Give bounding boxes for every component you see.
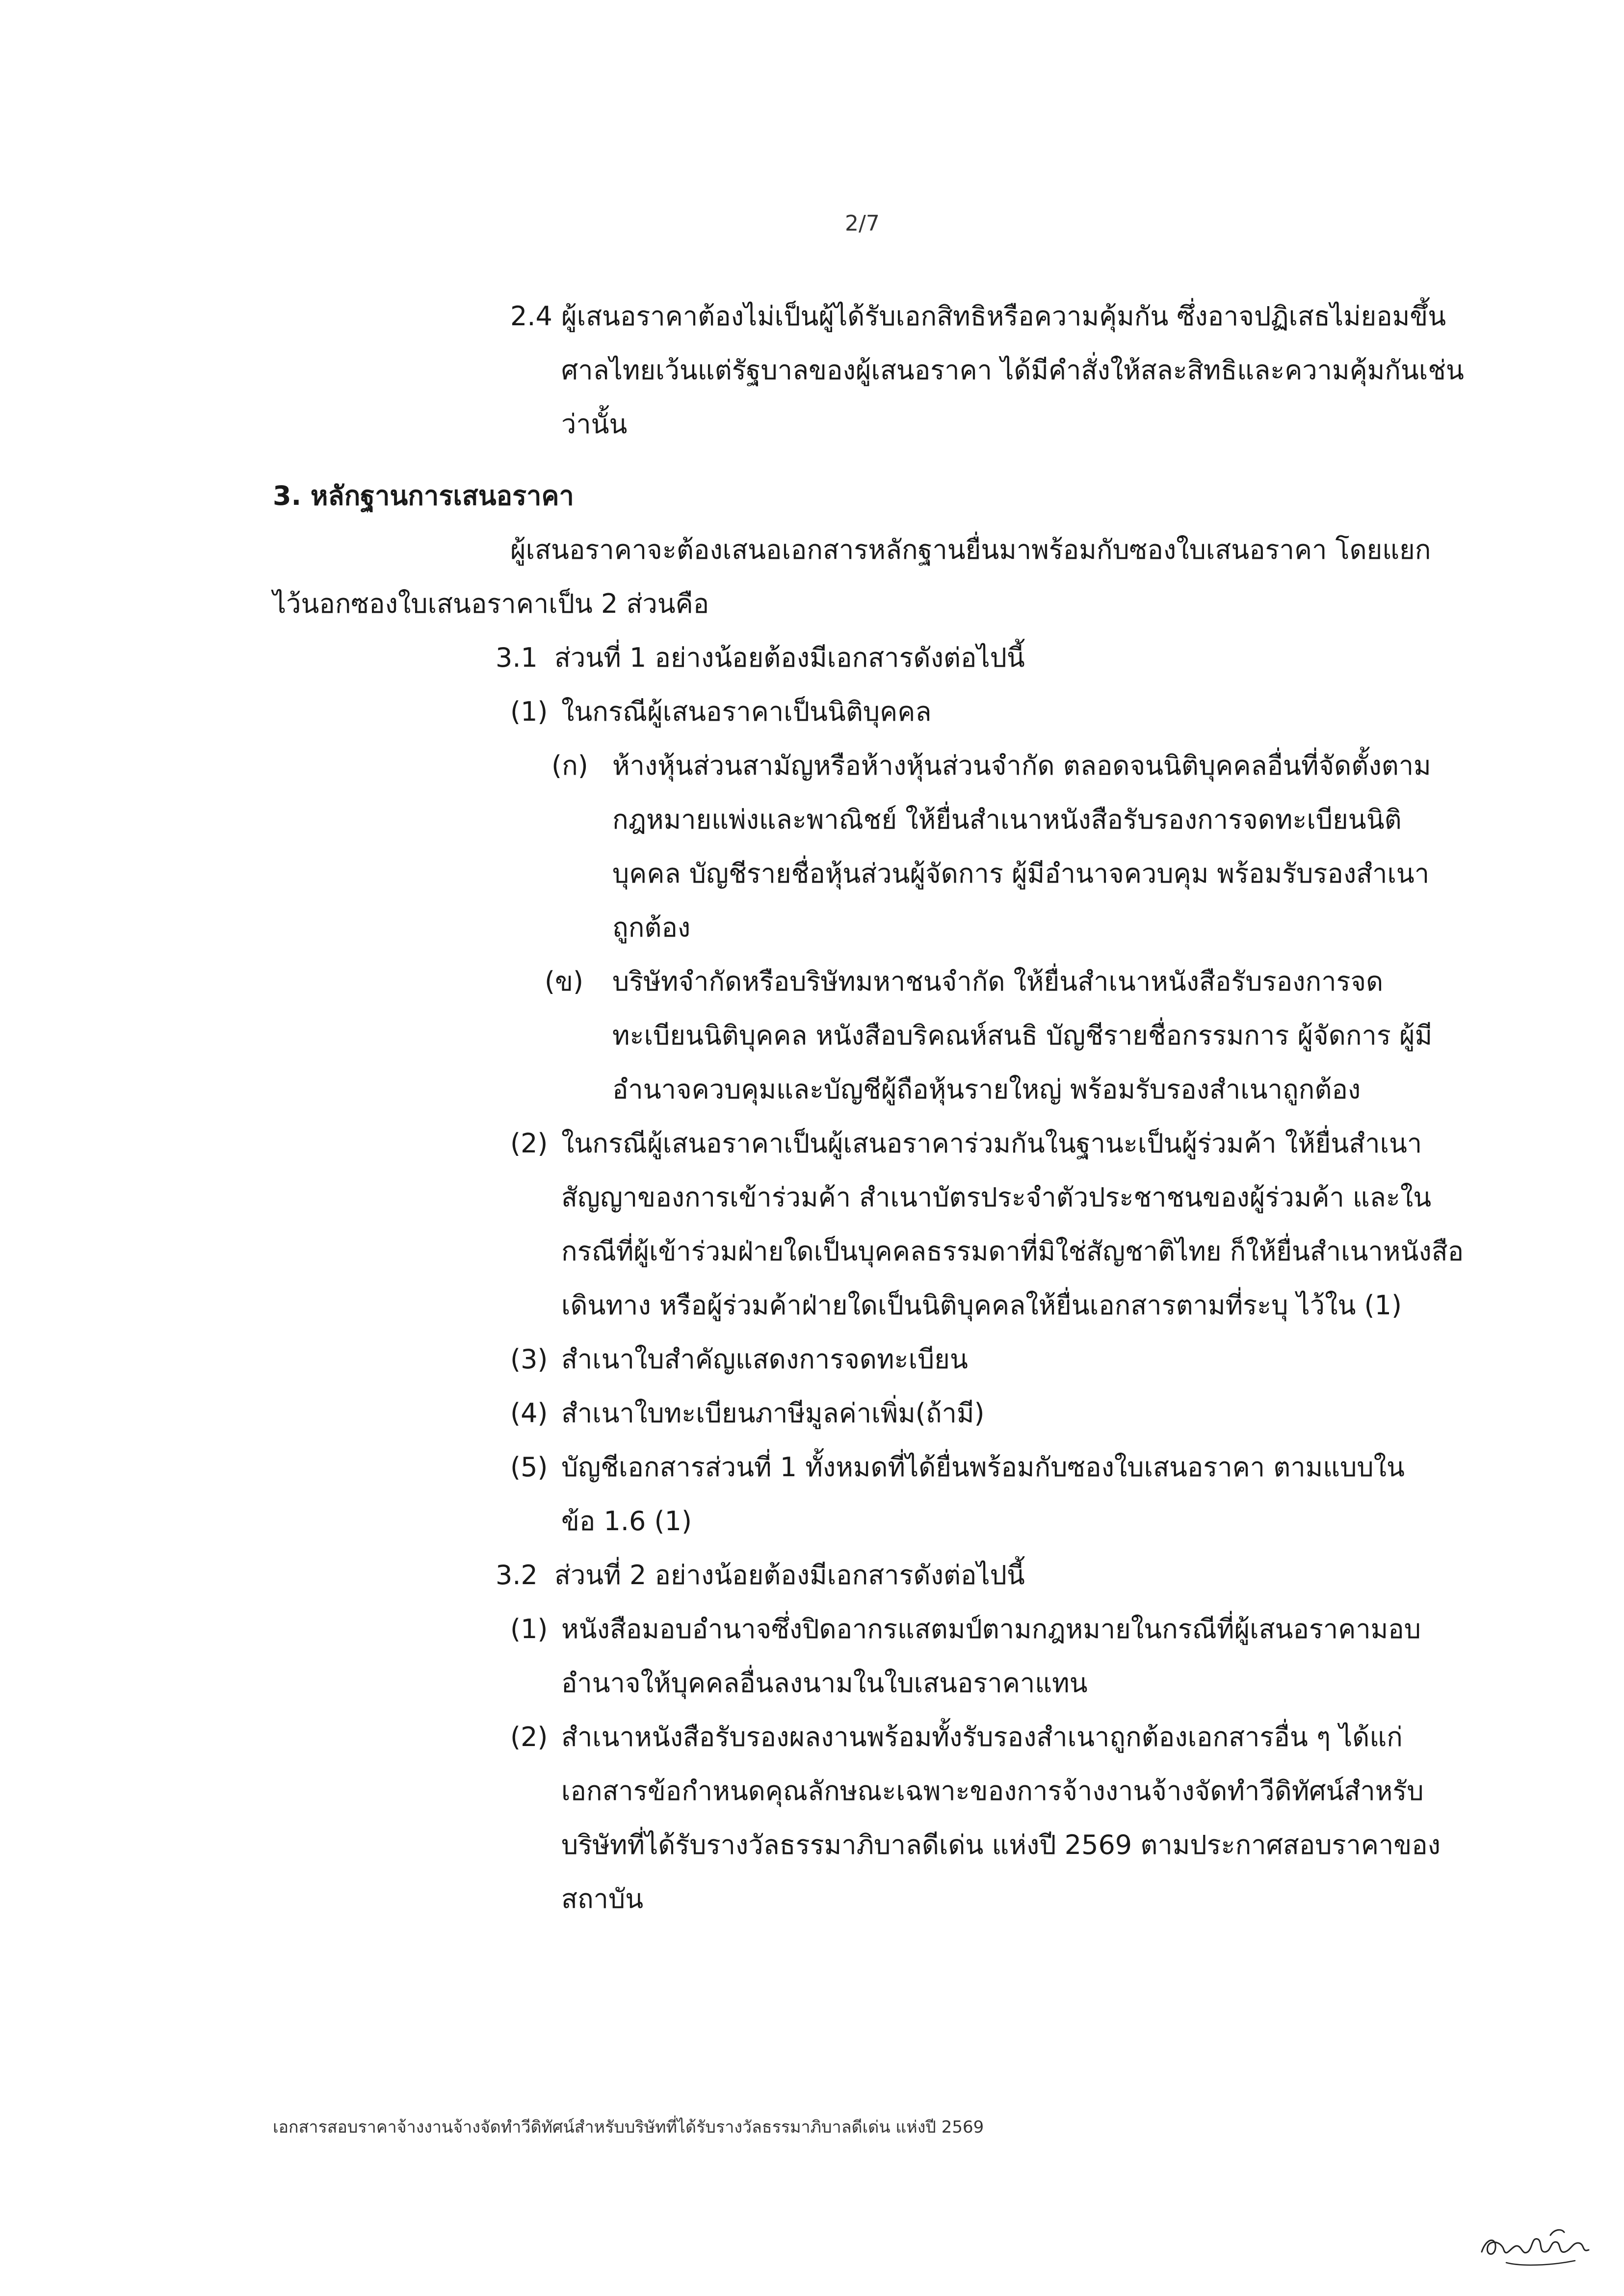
part-1-item-2-number: (2) [510,1128,548,1159]
part-1-item-kho-line-3: อำนาจควบคุมและบัญชีผู้ถือหุ้นรายใหญ่ พร้อมรับรองสำเนาถูกต้อง [612,1074,1361,1105]
part-2-item-2-line-1: สำเนาหนังสือรับรองผลงานพร้อมทั้งรับรองสำเนาถูกต้องเอกสารอื่น ๆ ได้แก่ [561,1722,1403,1752]
part-1-item-3-line-1: สำเนาใบสำคัญแสดงการจดทะเบียน [561,1344,968,1375]
part-1-title: ส่วนที่ 1 อย่างน้อยต้องมีเอกสารดังต่อไปนี้ [554,642,1025,673]
part-1-item-5-line-2: ข้อ 1.6 (1) [561,1506,692,1537]
part-2-title: ส่วนที่ 2 อย่างน้อยต้องมีเอกสารดังต่อไปนี้ [554,1560,1025,1591]
section-3-intro-line-2: ไว้นอกซองใบเสนอราคาเป็น 2 ส่วนคือ [273,588,709,619]
section-2-4-line-3: ว่านั้น [561,409,628,440]
document-footer: เอกสารสอบราคาจ้างงานจ้างจัดทำวีดิทัศน์สำหรับบริษัทที่ได้รับรางวัลธรรมาภิบาลดีเด่น แห่งปี 2569 [273,2117,984,2137]
part-2-item-1-line-1: หนังสือมอบอำนาจซึ่งปิดอากรแสตมป์ตามกฎหมายในกรณีที่ผู้เสนอราคามอบ [561,1614,1421,1644]
part-1-item-kho-line-2: ทะเบียนนิติบุคคล หนังสือบริคณห์สนธิ บัญชีรายชื่อกรรมการ ผู้จัดการ ผู้มี [612,1020,1433,1051]
handwritten-signature [1477,2218,1595,2271]
part-1-item-ko-line-3: บุคคล บัญชีรายชื่อหุ้นส่วนผู้จัดการ ผู้มีอำนาจควบคุม พร้อมรับรองสำเนา [612,858,1430,889]
part-2-item-1-line-2: อำนาจให้บุคคลอื่นลงนามในใบเสนอราคาแทน [561,1668,1088,1698]
section-2-4-line-2: ศาลไทยเว้นแต่รัฐบาลของผู้เสนอราคา ได้มีคำสั่งให้สละสิทธิและความคุ้มกันเช่น [561,355,1464,386]
part-1-number: 3.1 [496,642,538,673]
part-1-item-4-line-1: สำเนาใบทะเบียนภาษีมูลค่าเพิ่ม(ถ้ามี) [561,1398,985,1429]
part-1-item-2-line-2: สัญญาของการเข้าร่วมค้า สำเนาบัตรประจำตัวประชาชนของผู้ร่วมค้า และใน [561,1182,1432,1213]
part-1-item-2-line-3: กรณีที่ผู้เข้าร่วมฝ่ายใดเป็นบุคคลธรรมดาที่มิใช่สัญชาติไทย ก็ให้ยื่นสำเนาหนังสือ [561,1236,1464,1267]
part-1-item-ko-line-4: ถูกต้อง [612,912,691,943]
part-1-item-kho-line-1: บริษัทจำกัดหรือบริษัทมหาชนจำกัด ให้ยื่นสำเนาหนังสือรับรองการจด [612,966,1384,997]
part-1-item-2-line-4: เดินทาง หรือผู้ร่วมค้าฝ่ายใดเป็นนิติบุคคลให้ยื่นเอกสารตามที่ระบุ ไว้ใน (1) [561,1290,1402,1321]
part-1-item-ko-line-1: ห้างหุ้นส่วนสามัญหรือห้างหุ้นส่วนจำกัด ตลอดจนนิติบุคคลอื่นที่จัดตั้งตาม [612,750,1431,781]
part-1-item-kho-number: (ข) [545,966,584,997]
part-2-item-2-line-2: เอกสารข้อกำหนดคุณลักษณะเฉพาะของการจ้างงานจ้างจัดทำวีดิทัศน์สำหรับ [561,1775,1424,1806]
part-1-item-5-line-1: บัญชีเอกสารส่วนที่ 1 ทั้งหมดที่ได้ยื่นพร้อมกับซองใบเสนอราคา ตามแบบใน [561,1452,1405,1483]
part-2-item-2-line-3: บริษัทที่ได้รับรางวัลธรรมาภิบาลดีเด่น แห่งปี 2569 ตามประกาศสอบราคาของ [561,1829,1441,1860]
part-1-item-ko-number: (ก) [551,750,588,781]
part-2-item-2-line-4: สถาบัน [561,1883,644,1914]
section-2-4-number: 2.4 [510,301,552,332]
part-2-item-2-number: (2) [510,1722,548,1752]
section-2-4-line-1: ผู้เสนอราคาต้องไม่เป็นผู้ได้รับเอกสิทธิหรือความคุ้มกัน ซึ่งอาจปฏิเสธไม่ยอมขึ้น [561,301,1446,332]
part-1-item-3-number: (3) [510,1344,548,1375]
page-number: 2/7 [845,211,880,236]
part-2-number: 3.2 [496,1560,538,1591]
part-1-item-4-number: (4) [510,1398,548,1429]
part-1-item-5-number: (5) [510,1452,548,1483]
part-1-item-2-line-1: ในกรณีผู้เสนอราคาเป็นผู้เสนอราคาร่วมกันในฐานะเป็นผู้ร่วมค้า ให้ยื่นสำเนา [561,1128,1422,1159]
section-3-heading: 3. หลักฐานการเสนอราคา [273,480,574,511]
part-1-item-1-number: (1) [510,696,548,727]
part-1-item-ko-line-2: กฎหมายแพ่งและพาณิชย์ ให้ยื่นสำเนาหนังสือรับรองการจดทะเบียนนิติ [612,804,1402,835]
section-3-intro-line-1: ผู้เสนอราคาจะต้องเสนอเอกสารหลักฐานยื่นมาพร้อมกับซองใบเสนอราคา โดยแยก [510,534,1431,565]
part-2-item-1-number: (1) [510,1614,548,1644]
part-1-item-1-line-1: ในกรณีผู้เสนอราคาเป็นนิติบุคคล [561,696,932,727]
